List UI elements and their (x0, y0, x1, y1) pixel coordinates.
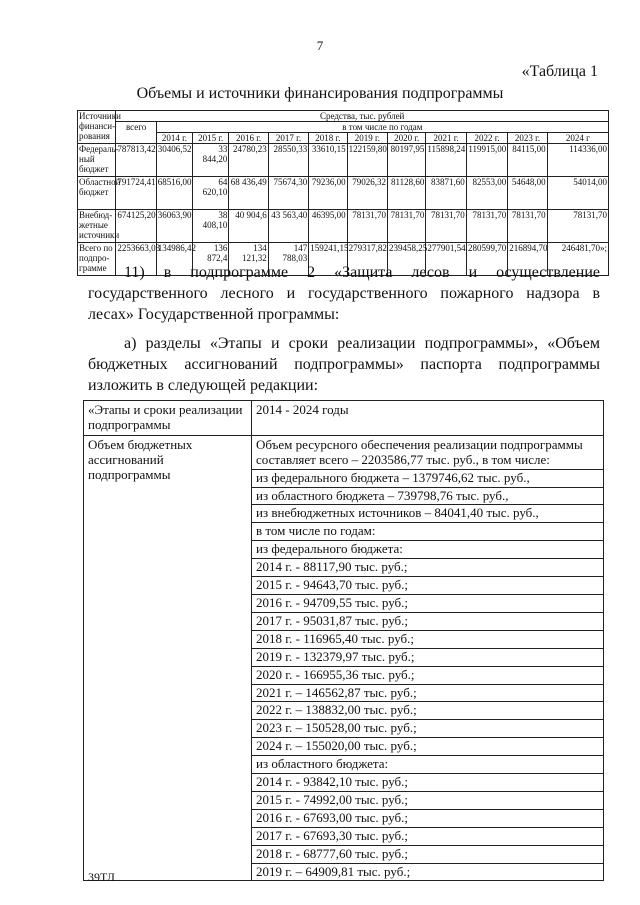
passport-line: 2018 г. - 68777,60 тыс. руб.; (252, 846, 603, 864)
paragraph-line: 11) в подпрограмме 2 «Защита лесов и осуществление (124, 264, 600, 281)
passport-line: в том числе по годам: (252, 523, 603, 541)
passport-line: 2016 г. - 67693,00 тыс. руб.; (252, 810, 603, 828)
row-value: 33 844,20 (193, 144, 229, 177)
passport-row-stages (84, 401, 604, 436)
paragraph-line: бюджетных ассигнований подпрограммы» паспорта подпрограммы (88, 356, 600, 373)
financing-table (77, 110, 609, 276)
row-total: 787813,42 (116, 144, 156, 177)
row-value: 38 408,10 (193, 210, 229, 243)
row-label: Федераль- ный бюджет (78, 144, 116, 177)
passport-line: 2024 г. – 155020,00 тыс. руб.; (252, 738, 603, 756)
passport-line: 2018 г. - 116965,40 тыс. руб.; (252, 631, 603, 649)
header-by-years: в том числе по годам (156, 122, 608, 133)
passport-value (252, 435, 604, 881)
header-year: 2021 г. (426, 133, 466, 144)
footer-code: 39ТЛ (88, 870, 115, 884)
passport-label: «Этапы и сроки реализации подпрограммы (84, 401, 252, 436)
passport-line: 2019 г. – 64909,81 тыс. руб.; (256, 863, 411, 879)
row-value: 68516,00 (156, 177, 192, 210)
passport-line: 2020 г. - 166955,36 тыс. руб.; (252, 667, 603, 685)
row-label: Внебюд- жетные источники (78, 210, 116, 243)
passport-line: 2022 г. – 138832,00 тыс. руб.; (252, 702, 603, 720)
passport-line: 2021 г. – 146562,87 тыс. руб.; (252, 685, 603, 703)
passport-line: 2017 г. - 67693,30 тыс. руб.; (252, 828, 603, 846)
passport-line: 2019 г. - 132379,97 тыс. руб.; (252, 649, 603, 667)
row-value: 78131,70 (508, 210, 547, 243)
row-value: 78131,70 (466, 210, 507, 243)
header-year: 2020 г. (388, 133, 426, 144)
row-value: 134 121,32 (229, 243, 268, 276)
header-row (78, 122, 609, 133)
passport-line: 2015 г. - 74992,00 тыс. руб.; (252, 792, 603, 810)
row-total: 2253663,03 (116, 243, 156, 276)
row-value: 30406,52 (156, 144, 192, 177)
row-label: Областной бюджет (78, 177, 116, 210)
row-value: 239458,25 (388, 243, 426, 276)
row-value: 78131,70 (426, 210, 466, 243)
passport-row-budget (84, 435, 604, 881)
passport-line: из федерального бюджета: (252, 541, 603, 559)
header-year: 2024 г (547, 133, 608, 144)
row-value: 83871,60 (426, 177, 466, 210)
header-year: 2018 г. (309, 133, 347, 144)
passport-line: 2023 г. – 150528,00 тыс. руб.; (252, 720, 603, 738)
row-value: 277901,54 (426, 243, 466, 276)
row-value: 159241,15 (309, 243, 347, 276)
row-value: 80197,95 (388, 144, 426, 177)
row-value: 114336,00 (547, 144, 608, 177)
row-value: 79236,00 (309, 177, 347, 210)
row-value: 46395,00 (309, 210, 347, 243)
row-value: 84115,00 (508, 144, 547, 177)
header-year: 2015 г. (193, 133, 229, 144)
header-year: 2023 г. (508, 133, 547, 144)
row-value: 78131,70 (547, 210, 608, 243)
header-year: 2014 г. (156, 133, 192, 144)
passport-line: из областного бюджета: (252, 756, 603, 774)
passport-line: 2014 г. - 93842,10 тыс. руб.; (252, 774, 603, 792)
row-value: 81128,60 (388, 177, 426, 210)
passport-line: 2014 г. - 88117,90 тыс. руб.; (252, 559, 603, 577)
row-value: 136 872,4 (193, 243, 229, 276)
page-number: 7 (316, 38, 324, 53)
header-year: 2022 г. (466, 133, 507, 144)
passport-line: из внебюджетных источников – 84041,40 тыс. руб., (252, 505, 603, 523)
row-value: 115898,24 (426, 144, 466, 177)
row-total: 791724,41 (116, 177, 156, 210)
header-row (78, 111, 609, 122)
paragraph-a (88, 333, 600, 396)
row-label: Всего по подпро- грамме (78, 243, 116, 276)
row-value: 78131,70 (347, 210, 387, 243)
row-value: 68 436,49 (229, 177, 268, 210)
header-year: 2017 г. (268, 133, 308, 144)
paragraph-line: а) разделы «Этапы и сроки реализации подпрограммы», «Объем (124, 335, 600, 352)
header-year: 2019 г. (347, 133, 387, 144)
table-row (78, 210, 609, 243)
paragraph-line: лесах» Государственной программы: (88, 306, 340, 323)
header-year: 2016 г. (229, 133, 268, 144)
row-value: 119915,00 (466, 144, 507, 177)
row-value: 147 788,03 (268, 243, 308, 276)
header-row (78, 133, 609, 144)
row-value: 54648,00 (508, 177, 547, 210)
row-value: 122159,80 (347, 144, 387, 177)
passport-line: из областного бюджета – 739798,76 тыс. руб., (252, 488, 603, 506)
row-value: 28550,33 (268, 144, 308, 177)
row-value: 82553,00 (466, 177, 507, 210)
header-source: Источники финанси- рования (78, 111, 116, 144)
header-funds: Средства, тыс. рублей (116, 111, 609, 122)
row-value: 216894,70 (508, 243, 547, 276)
passport-line: 2016 г. - 94709,55 тыс. руб.; (252, 595, 603, 613)
passport-line: из федерального бюджета – 1379746,62 тыс. руб., (252, 470, 603, 488)
passport-line: 2017 г. - 95031,87 тыс. руб.; (252, 613, 603, 631)
passport-table (83, 400, 604, 881)
row-value: 40 904,6 (229, 210, 268, 243)
table-reference: «Таблица 1 (521, 63, 598, 80)
table-row (78, 144, 609, 177)
row-value: 75674,30 (268, 177, 308, 210)
row-value: 43 563,40 (268, 210, 308, 243)
paragraph-line: государственного лесного и государственного пожарного надзора в (88, 285, 600, 302)
passport-value: 2014 - 2024 годы (252, 401, 604, 436)
table-title: Объемы и источники финансирования подпрограммы (136, 85, 504, 102)
row-value: 280599,70 (466, 243, 507, 276)
row-value: 33610,15 (309, 144, 347, 177)
paragraph-11 (88, 262, 600, 325)
row-value: 134986,42 (156, 243, 192, 276)
row-total: 674125,20 (116, 210, 156, 243)
table-row (78, 177, 609, 210)
row-value: 279317,82 (347, 243, 387, 276)
header-total: всего (116, 122, 156, 144)
passport-line: 2015 г. - 94643,70 тыс. руб.; (252, 577, 603, 595)
row-value: 64 620,10 (193, 177, 229, 210)
row-value: 54014,00 (547, 177, 608, 210)
row-value: 78131,70 (388, 210, 426, 243)
row-value: 246481,70»; (547, 243, 608, 276)
row-value: 24780,23 (229, 144, 268, 177)
passport-line: Объем ресурсного обеспечения реализации подпрограммы составляет всего – 2203586,77 тыс. руб., в том числе: (252, 437, 603, 470)
paragraph-line: изложить в следующей редакции: (88, 377, 319, 394)
passport-label: Объем бюджетных ассигнований подпрограммы (84, 435, 252, 881)
row-value: 79026,32 (347, 177, 387, 210)
row-value: 36063,90 (156, 210, 192, 243)
